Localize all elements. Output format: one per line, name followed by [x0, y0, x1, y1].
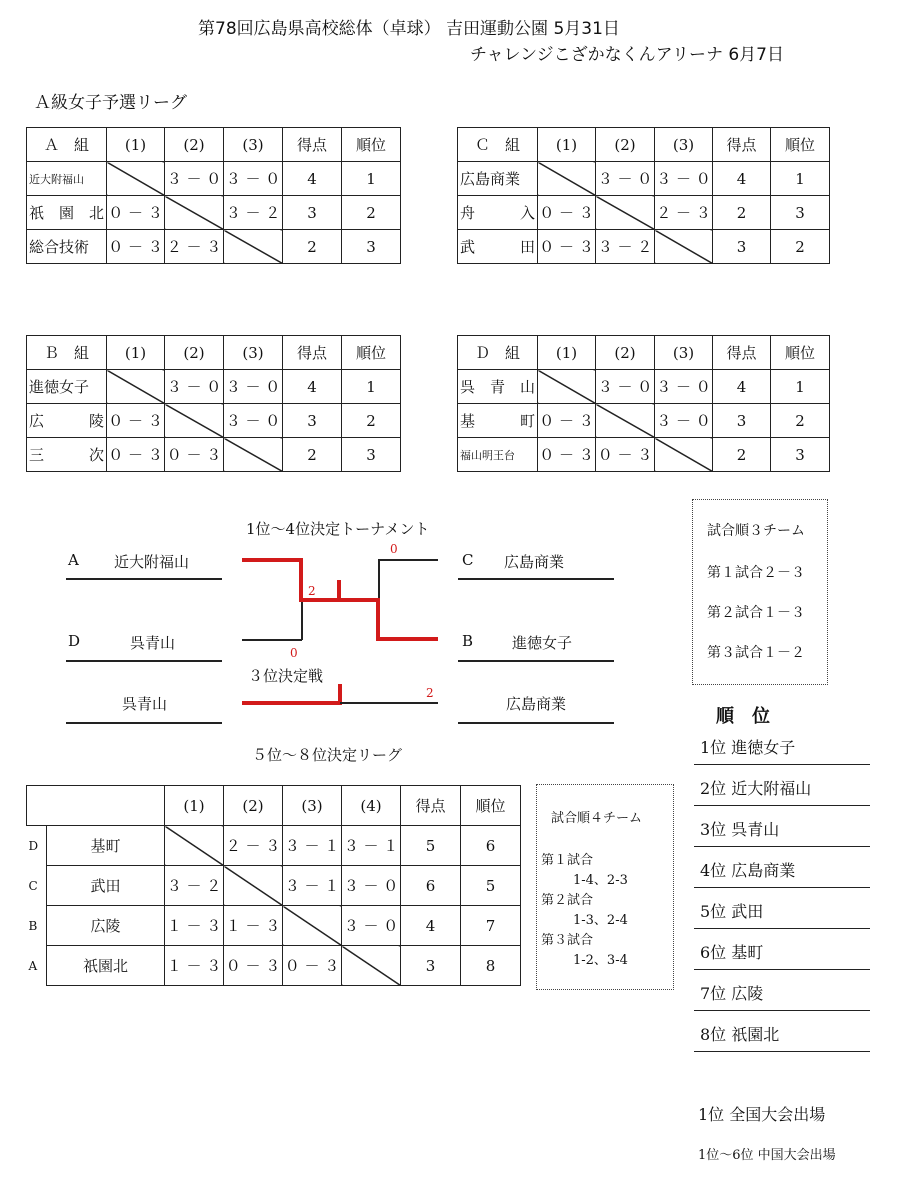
- table-row: [27, 866, 521, 906]
- score-cell: ３ － ２: [224, 196, 283, 230]
- team-name: 祇 園 北: [27, 196, 107, 230]
- bracket-score: 0: [390, 542, 398, 556]
- bracket-left-bottom-group: D: [68, 632, 81, 650]
- points-cell: 6: [401, 866, 461, 906]
- rank-cell: 6: [461, 826, 521, 866]
- bracket-line: [458, 578, 614, 580]
- diagonal-cell: [224, 438, 283, 472]
- score-cell: １ － ３: [165, 906, 224, 946]
- standings-item: [694, 928, 870, 970]
- group-letter: A: [28, 958, 38, 973]
- bracket-win-line: [376, 637, 438, 641]
- header-cell: (2): [165, 128, 224, 162]
- team-name: 基町: [47, 826, 165, 866]
- league58-title: ５位～８位決定リーグ: [252, 746, 403, 764]
- score-cell: ０ － ３: [224, 946, 283, 986]
- diagonal-cell: [165, 826, 224, 866]
- third-left-team: 呉青山: [122, 695, 168, 713]
- points-cell: 3: [283, 404, 342, 438]
- header-cell: 得点: [713, 336, 771, 370]
- team-name: 武 田: [458, 230, 538, 264]
- header-cell: (2): [224, 786, 283, 826]
- match-order-4-title: 試合順４チーム: [551, 811, 643, 826]
- bracket-win-line: [242, 701, 342, 705]
- points-cell: 4: [283, 370, 342, 404]
- score-cell: ０ － ３: [538, 438, 596, 472]
- team-name: 三 次: [27, 438, 107, 472]
- points-cell: 4: [713, 162, 771, 196]
- standings-title: 順 位: [716, 706, 770, 727]
- header-cell: (3): [655, 128, 713, 162]
- bracket-score: 2: [426, 686, 434, 700]
- score-cell: ３ － ０: [655, 404, 713, 438]
- standings-item: [694, 764, 870, 806]
- header-cell: 得点: [713, 128, 771, 162]
- bracket-win-line: [299, 598, 341, 602]
- score-cell: ３ － ０: [655, 370, 713, 404]
- points-cell: 2: [713, 438, 771, 472]
- header-cell: 順位: [771, 336, 830, 370]
- points-cell: 2: [283, 230, 342, 264]
- diagonal-cell: [165, 404, 224, 438]
- table-row: [27, 826, 521, 866]
- header-cell: 順位: [461, 786, 521, 826]
- rank-cell: 1: [771, 370, 830, 404]
- third-right-team: 広島商業: [506, 695, 567, 713]
- team-name: 基 町: [458, 404, 538, 438]
- score-cell: ０ － ３: [596, 438, 655, 472]
- table-row: [458, 438, 830, 472]
- diagonal-cell: [224, 230, 283, 264]
- standings-text: 8位 祇園北: [700, 1025, 780, 1044]
- standings-text: 7位 広陵: [700, 984, 764, 1003]
- match-order-line: 1-4、2-3: [573, 873, 628, 888]
- bracket-line: [458, 660, 614, 662]
- match-order-line: 1-3、2-4: [573, 913, 628, 928]
- header-cell: 得点: [283, 336, 342, 370]
- score-cell: ２ － ３: [165, 230, 224, 264]
- header-cell: 得点: [283, 128, 342, 162]
- bracket-right-bottom-group: B: [462, 632, 474, 650]
- table-row: [458, 162, 830, 196]
- team-name: 福山明王台: [458, 438, 538, 472]
- score-cell: ３ － ０: [224, 370, 283, 404]
- diagonal-cell: [596, 404, 655, 438]
- standings-item: [694, 1010, 870, 1052]
- score-cell: ３ － ２: [596, 230, 655, 264]
- diagonal-cell: [283, 906, 342, 946]
- rank-cell: 1: [342, 162, 401, 196]
- rank-cell: 3: [771, 196, 830, 230]
- score-cell: ３ － ０: [165, 370, 224, 404]
- points-cell: 4: [283, 162, 342, 196]
- bracket-line: [340, 702, 438, 704]
- diagonal-cell: [107, 162, 165, 196]
- match-order-line: 第２試合: [541, 893, 594, 908]
- team-name: 広陵: [47, 906, 165, 946]
- diagonal-cell: [596, 196, 655, 230]
- header-line1: 第78回広島県高校総体（卓球） 吉田運動公園 5月31日: [198, 19, 620, 39]
- third-place-title: ３位決定戦: [248, 667, 324, 685]
- diagonal-cell: [655, 230, 713, 264]
- table-row: [27, 162, 401, 196]
- header-cell: (4): [342, 786, 401, 826]
- rank-cell: 2: [342, 404, 401, 438]
- group-a-header: [27, 128, 401, 162]
- table-row: [27, 230, 401, 264]
- standings-item: [694, 724, 870, 765]
- header-cell: (2): [165, 336, 224, 370]
- score-cell: ３ － ０: [342, 906, 401, 946]
- header-cell: Ａ 組: [27, 128, 107, 162]
- match-order-item: 第２試合１－３: [707, 605, 805, 621]
- bracket-right-top-team: 広島商業: [504, 553, 565, 571]
- header-cell: (1): [538, 336, 596, 370]
- score-cell: ０ － ３: [538, 230, 596, 264]
- standings-text: 6位 基町: [700, 943, 764, 962]
- header-cell: Ｃ 組: [458, 128, 538, 162]
- score-cell: ３ － ０: [165, 162, 224, 196]
- bracket-line: [242, 639, 302, 641]
- match-order-line: 1-2、3-4: [573, 953, 628, 968]
- rank-cell: 2: [771, 404, 830, 438]
- diagonal-cell: [655, 438, 713, 472]
- score-cell: ０ － ３: [538, 196, 596, 230]
- bracket-win-line: [242, 558, 303, 562]
- team-name: 呉 青 山: [458, 370, 538, 404]
- points-cell: 4: [401, 906, 461, 946]
- diagonal-cell: [165, 196, 224, 230]
- team-name: 進徳女子: [27, 370, 107, 404]
- points-cell: 2: [283, 438, 342, 472]
- points-cell: 4: [713, 370, 771, 404]
- group-letter: B: [28, 918, 38, 933]
- rank-cell: 8: [461, 946, 521, 986]
- score-cell: ３ － １: [283, 826, 342, 866]
- standings-text: 1位 進徳女子: [700, 738, 796, 757]
- bracket-left-top-team: 近大附福山: [114, 553, 190, 571]
- team-name: 武田: [47, 866, 165, 906]
- rank-cell: 3: [342, 230, 401, 264]
- bracket-line: [378, 559, 380, 599]
- header-cell: 順位: [771, 128, 830, 162]
- score-cell: ３ － ２: [165, 866, 224, 906]
- header-cell: (3): [224, 336, 283, 370]
- match-order-4-box: [536, 784, 674, 990]
- bracket-line: [378, 559, 438, 561]
- header-cell: (1): [165, 786, 224, 826]
- header-cell: Ｂ 組: [27, 336, 107, 370]
- header-cell: 順位: [342, 336, 401, 370]
- table-row: [458, 230, 830, 264]
- bracket-line: [66, 660, 222, 662]
- section-title: Ａ級女子予選リーグ: [34, 93, 187, 113]
- score-cell: ２ － ３: [655, 196, 713, 230]
- bracket-win-line: [376, 598, 380, 641]
- points-cell: 3: [283, 196, 342, 230]
- rank-cell: 5: [461, 866, 521, 906]
- bracket-left-bottom-team: 呉青山: [130, 634, 176, 652]
- header-line2: チャレンジこざかなくんアリーナ 6月7日: [470, 45, 784, 65]
- rank-cell: 7: [461, 906, 521, 946]
- header-cell: Ｄ 組: [458, 336, 538, 370]
- score-cell: ３ － ０: [596, 370, 655, 404]
- table-row: [27, 906, 521, 946]
- bracket-line: [458, 722, 614, 724]
- standings-text: 4位 広島商業: [700, 861, 796, 880]
- header-cell: (3): [655, 336, 713, 370]
- standings-text: 3位 呉青山: [700, 820, 780, 839]
- header-cell: (1): [538, 128, 596, 162]
- diagonal-cell: [342, 946, 401, 986]
- score-cell: ３ － １: [342, 826, 401, 866]
- group-b-header: [27, 336, 401, 370]
- bracket-line: [66, 578, 222, 580]
- group-a-table: [26, 127, 401, 264]
- header-cell: (3): [224, 128, 283, 162]
- team-name: 近大附福山: [27, 162, 107, 196]
- rank-cell: 2: [342, 196, 401, 230]
- bracket-score: 2: [308, 584, 316, 598]
- table-row: [27, 404, 401, 438]
- score-cell: ０ － ３: [538, 404, 596, 438]
- rank-cell: 3: [342, 438, 401, 472]
- score-cell: ０ － ３: [107, 230, 165, 264]
- header-cell: (2): [596, 128, 655, 162]
- team-name: 広島商業: [458, 162, 538, 196]
- group-b-table: [26, 335, 401, 472]
- rank-cell: 1: [771, 162, 830, 196]
- match-order-3-box: [692, 499, 828, 685]
- tournament-title: 1位～4位決定トーナメント: [246, 520, 430, 538]
- table-row: [27, 438, 401, 472]
- score-cell: ２ － ３: [224, 826, 283, 866]
- note-chugoku: 1位～6位 中国大会出場: [698, 1148, 836, 1163]
- standings-text: 5位 武田: [700, 902, 764, 921]
- team-name: 広 陵: [27, 404, 107, 438]
- group-d-header: [458, 336, 830, 370]
- table-row: [458, 370, 830, 404]
- rank-cell: 3: [771, 438, 830, 472]
- bracket-left-top-group: A: [68, 551, 79, 569]
- table-row: [458, 196, 830, 230]
- points-cell: 3: [713, 404, 771, 438]
- header-cell: 順位: [342, 128, 401, 162]
- points-cell: 5: [401, 826, 461, 866]
- league58-table: [26, 785, 521, 986]
- bracket-right-bottom-team: 進徳女子: [512, 634, 573, 652]
- group-c-header: [458, 128, 830, 162]
- group-letter: C: [28, 878, 38, 893]
- header-cell: (1): [107, 336, 165, 370]
- match-order-line: 第１試合: [541, 853, 594, 868]
- diagonal-cell: [538, 162, 596, 196]
- team-name: 総合技術: [27, 230, 107, 264]
- match-order-item: 第１試合２－３: [707, 565, 805, 581]
- bracket-right-top-group: C: [462, 551, 474, 569]
- score-cell: ０ － ３: [107, 196, 165, 230]
- team-name: 祇園北: [47, 946, 165, 986]
- score-cell: １ － ３: [224, 906, 283, 946]
- standings-item: [694, 805, 870, 847]
- group-c-table: [457, 127, 830, 264]
- points-cell: 3: [713, 230, 771, 264]
- group-letter: D: [28, 838, 39, 853]
- score-cell: ０ － ３: [283, 946, 342, 986]
- header-cell: 得点: [401, 786, 461, 826]
- bracket-win-line: [299, 558, 303, 602]
- points-cell: 2: [713, 196, 771, 230]
- score-cell: ３ － ０: [596, 162, 655, 196]
- score-cell: ３ － ０: [224, 404, 283, 438]
- bracket-score: 0: [290, 646, 298, 660]
- score-cell: １ － ３: [165, 946, 224, 986]
- table-row: [27, 370, 401, 404]
- table-row: [27, 196, 401, 230]
- header-cell: (1): [107, 128, 165, 162]
- score-cell: ０ － ３: [107, 438, 165, 472]
- note-national: 1位 全国大会出場: [698, 1105, 826, 1124]
- diagonal-cell: [107, 370, 165, 404]
- diagonal-cell: [538, 370, 596, 404]
- header-cell: [47, 786, 165, 826]
- score-cell: ３ － ０: [342, 866, 401, 906]
- header-cell: [27, 786, 47, 826]
- team-name: 舟 入: [458, 196, 538, 230]
- standings-item: [694, 887, 870, 929]
- group-d-table: [457, 335, 830, 472]
- standings-text: 2位 近大附福山: [700, 779, 812, 798]
- score-cell: ０ － ３: [107, 404, 165, 438]
- standings-item: [694, 846, 870, 888]
- bracket-win-line: [337, 598, 380, 602]
- league58-header: [27, 786, 521, 826]
- match-order-item: 第３試合１－２: [707, 645, 805, 661]
- table-row: [27, 946, 521, 986]
- rank-cell: 2: [771, 230, 830, 264]
- score-cell: ０ － ３: [165, 438, 224, 472]
- standings-item: [694, 969, 870, 1011]
- score-cell: ３ － １: [283, 866, 342, 906]
- table-row: [458, 404, 830, 438]
- diagonal-cell: [224, 866, 283, 906]
- match-order-3-title: 試合順３チーム: [707, 523, 805, 539]
- match-order-line: 第３試合: [541, 933, 594, 948]
- header-cell: (2): [596, 336, 655, 370]
- score-cell: ３ － ０: [224, 162, 283, 196]
- rank-cell: 1: [342, 370, 401, 404]
- bracket-line: [301, 600, 303, 640]
- bracket-line: [66, 722, 222, 724]
- points-cell: 3: [401, 946, 461, 986]
- score-cell: ３ － ０: [655, 162, 713, 196]
- header-cell: (3): [283, 786, 342, 826]
